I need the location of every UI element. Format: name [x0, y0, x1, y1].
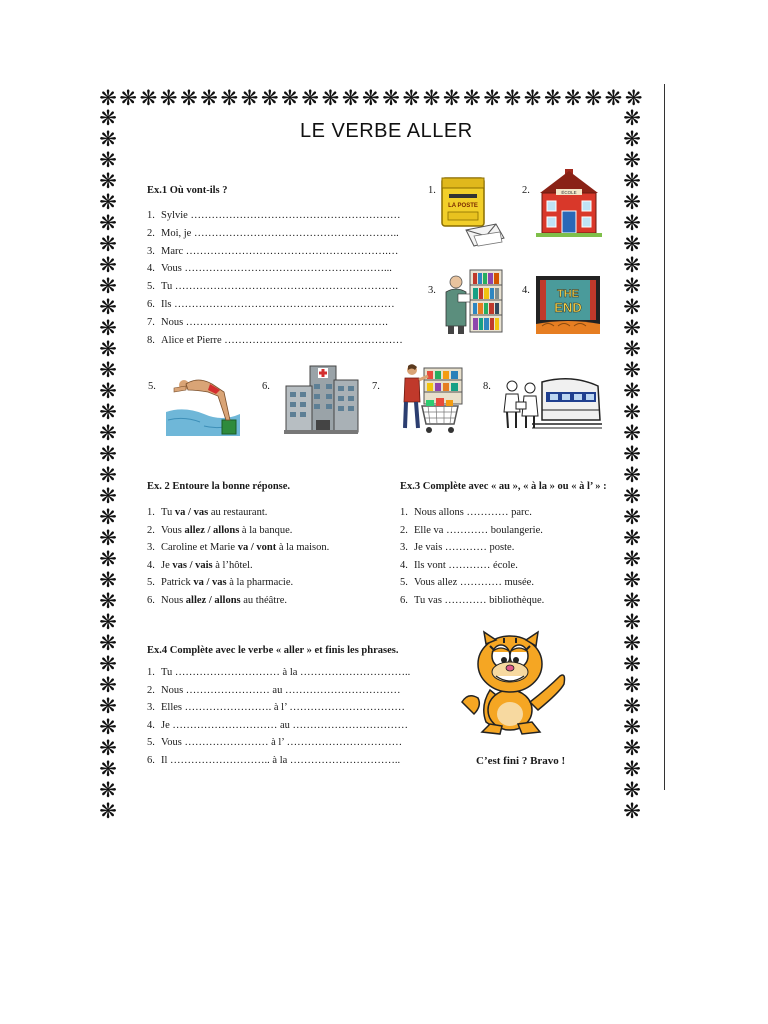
border-star-icon: ❋	[623, 274, 641, 298]
border-star-icon: ❋	[200, 86, 218, 110]
hospital-icon	[282, 362, 360, 436]
border-star-icon: ❋	[623, 379, 641, 403]
list-item: 5. Vous allez ………… musée.	[400, 577, 534, 589]
list-item: 1. Tu va / vas au restaurant.	[147, 507, 268, 518]
border-star-icon: ❋	[623, 505, 641, 529]
border-star-icon: ❋	[321, 86, 340, 110]
border-star-icon: ❋	[623, 442, 641, 466]
border-star-icon: ❋	[623, 568, 641, 592]
border-star-icon: ❋	[623, 127, 641, 151]
border-star-icon: ❋	[99, 400, 117, 424]
border-star-icon: ❋	[281, 86, 299, 110]
border-star-icon: ❋	[99, 757, 117, 781]
border-star-icon: ❋	[220, 86, 239, 110]
list-item: 5. Tu ……………………………………………………….	[147, 281, 399, 293]
page-title: LE VERBE ALLER	[300, 120, 473, 142]
list-item: 2. Nous …………………… au ……………………………	[147, 684, 401, 696]
border-star-icon: ❋	[99, 274, 117, 298]
border-star-icon: ❋	[402, 86, 421, 110]
closing-text: C’est fini ? Bravo !	[476, 755, 566, 767]
border-star-icon: ❋	[623, 484, 641, 508]
cinema-icon	[534, 274, 602, 336]
list-item: 2. Elle va ………… boulangerie.	[400, 524, 543, 536]
border-star-icon: ❋	[99, 442, 117, 466]
border-star-icon: ❋	[623, 526, 641, 550]
list-item: 1. Tu ………………………… à la …………………………..	[147, 667, 411, 678]
ex3-heading: Ex.3 Complète avec « au », « à la » ou « à l’ » :	[400, 481, 607, 492]
border-star-icon: ❋	[483, 86, 501, 110]
border-star-icon: ❋	[623, 673, 641, 697]
choice-option[interactable]: vas / vais	[172, 559, 213, 571]
picture-number: 3.	[428, 285, 436, 296]
border-left	[98, 106, 118, 823]
border-star-icon: ❋	[301, 86, 319, 110]
picture-number: 2.	[522, 185, 530, 196]
picture-number: 8.	[483, 381, 491, 392]
svg-text:END: END	[554, 300, 582, 315]
border-star-icon: ❋	[623, 316, 641, 340]
border-top	[98, 88, 644, 109]
swimmer-icon	[164, 370, 242, 438]
border-star-icon: ❋	[99, 106, 117, 130]
border-star-icon: ❋	[623, 106, 641, 130]
supermarket-icon	[398, 362, 464, 438]
border-star-icon: ❋	[623, 232, 641, 256]
border-star-icon: ❋	[623, 715, 641, 739]
border-star-icon: ❋	[139, 86, 158, 110]
border-star-icon: ❋	[99, 715, 117, 739]
border-star-icon: ❋	[119, 86, 138, 110]
ex1-heading: Ex.1 Où vont-ils ?	[147, 185, 228, 196]
border-star-icon: ❋	[623, 358, 641, 382]
border-star-icon: ❋	[623, 295, 641, 319]
border-star-icon: ❋	[623, 631, 641, 655]
ex4-heading: Ex.4 Complète avec le verbe « aller » et finis les phrases.	[147, 645, 399, 656]
border-star-icon: ❋	[99, 589, 117, 613]
ex1-list	[147, 210, 403, 352]
svg-text:ÉCOLE: ÉCOLE	[561, 190, 577, 195]
border-star-icon: ❋	[623, 610, 641, 634]
border-star-icon: ❋	[180, 86, 198, 110]
choice-option[interactable]: allez / allons	[185, 594, 241, 606]
list-item: 4. Je ………………………… au ……………………………	[147, 719, 409, 731]
border-star-icon: ❋	[99, 778, 117, 802]
list-item: 3. Caroline et Marie va / vont à la maison.	[147, 542, 330, 554]
list-item: 2. Moi, je …………………………………………………..	[147, 227, 399, 239]
border-star-icon: ❋	[623, 421, 641, 445]
border-star-icon: ❋	[99, 86, 117, 110]
border-star-icon: ❋	[99, 232, 117, 256]
choice-option[interactable]: va / vont	[237, 542, 277, 554]
border-star-icon: ❋	[99, 652, 117, 676]
border-star-icon: ❋	[99, 337, 117, 361]
ex4-list	[147, 667, 410, 773]
border-star-icon: ❋	[260, 86, 279, 110]
ex2-heading: Ex. 2 Entoure la bonne réponse.	[147, 481, 291, 492]
border-star-icon: ❋	[544, 86, 562, 110]
school-icon	[534, 167, 604, 239]
choice-option[interactable]: va / vas	[193, 577, 227, 589]
picture-number: 1.	[428, 185, 436, 196]
border-star-icon: ❋	[99, 148, 117, 172]
svg-text:THE: THE	[557, 288, 579, 300]
train-station-icon	[502, 372, 602, 434]
ex2-list	[147, 507, 329, 613]
picture-number: 7.	[372, 381, 380, 392]
ex3-list	[400, 507, 544, 613]
border-star-icon: ❋	[99, 736, 117, 760]
border-star-icon: ❋	[463, 86, 481, 110]
list-item: 6. Il ……………………….. à la …………………………..	[147, 754, 401, 766]
border-star-icon: ❋	[99, 484, 117, 508]
border-star-icon: ❋	[99, 211, 117, 235]
border-star-icon: ❋	[99, 295, 117, 319]
picture-number: 4.	[522, 285, 530, 296]
border-star-icon: ❋	[623, 400, 641, 424]
border-star-icon: ❋	[99, 463, 117, 487]
border-star-icon: ❋	[99, 190, 117, 214]
list-item: 1. Sylvie ……………………………………………………	[147, 210, 401, 221]
border-star-icon: ❋	[442, 86, 461, 110]
border-star-icon: ❋	[604, 86, 623, 110]
list-item: 5. Vous …………………… à l’ ……………………………	[147, 737, 403, 749]
border-star-icon: ❋	[99, 127, 117, 151]
list-item: 1. Nous allons ………… parc.	[400, 507, 532, 518]
list-item: 6. Nous allez / allons au théâtre.	[147, 594, 287, 606]
border-star-icon: ❋	[99, 316, 117, 340]
border-star-icon: ❋	[99, 568, 117, 592]
border-star-icon: ❋	[623, 211, 641, 235]
border-star-icon: ❋	[99, 358, 117, 382]
picture-number: 5.	[148, 381, 156, 392]
list-item: 8. Alice et Pierre ……………………………………………	[147, 334, 403, 346]
svg-text:LA POSTE: LA POSTE	[448, 203, 478, 209]
border-star-icon: ❋	[159, 86, 178, 110]
list-item: 7. Nous ………………………………………………….	[147, 316, 388, 328]
border-star-icon: ❋	[624, 86, 643, 110]
list-item: 6. Tu vas ………… bibliothèque.	[400, 594, 545, 606]
border-star-icon: ❋	[99, 379, 117, 403]
library-icon	[440, 268, 504, 336]
border-star-icon: ❋	[623, 799, 641, 823]
border-star-icon: ❋	[422, 86, 441, 110]
border-star-icon: ❋	[341, 86, 360, 110]
border-star-icon: ❋	[623, 694, 641, 718]
border-star-icon: ❋	[623, 148, 641, 172]
list-item: 4. Je vas / vais à l’hôtel.	[147, 559, 253, 571]
border-star-icon: ❋	[99, 631, 117, 655]
border-star-icon: ❋	[99, 547, 117, 571]
border-star-icon: ❋	[99, 694, 117, 718]
list-item: 2. Vous allez / allons à la banque.	[147, 524, 293, 536]
border-star-icon: ❋	[623, 463, 641, 487]
list-item: 4. Ils vont ………… école.	[400, 559, 518, 571]
border-star-icon: ❋	[99, 673, 117, 697]
border-star-icon: ❋	[623, 169, 641, 193]
border-star-icon: ❋	[584, 86, 603, 110]
border-star-icon: ❋	[99, 799, 117, 823]
list-item: 3. Marc ………………………………………………….…	[147, 245, 399, 257]
mailbox-icon	[440, 176, 508, 248]
border-star-icon: ❋	[623, 589, 641, 613]
border-star-icon: ❋	[623, 337, 641, 361]
border-star-icon: ❋	[623, 778, 641, 802]
list-item: 3. Je vais ………… poste.	[400, 542, 515, 554]
cartoon-cat-icon	[460, 626, 572, 738]
border-star-icon: ❋	[99, 253, 117, 277]
border-star-icon: ❋	[382, 86, 400, 110]
border-star-icon: ❋	[623, 757, 641, 781]
list-item: 3. Elles ……………………. à l’ ……………………………	[147, 702, 405, 714]
border-star-icon: ❋	[362, 86, 380, 110]
list-item: 5. Patrick va / vas à la pharmacie.	[147, 577, 294, 589]
border-star-icon: ❋	[99, 526, 117, 550]
border-star-icon: ❋	[99, 421, 117, 445]
choice-option[interactable]: allez / allons	[184, 524, 240, 536]
border-star-icon: ❋	[503, 86, 522, 110]
choice-option[interactable]: va / vas	[174, 507, 209, 518]
picture-number: 6.	[262, 381, 270, 392]
page-edge-line	[664, 84, 665, 790]
border-star-icon: ❋	[99, 610, 117, 634]
border-star-icon: ❋	[623, 253, 641, 277]
border-star-icon: ❋	[240, 86, 259, 110]
list-item: 4. Vous …………………………………………………...	[147, 263, 392, 275]
border-star-icon: ❋	[623, 736, 641, 760]
border-right	[622, 106, 642, 823]
border-star-icon: ❋	[99, 505, 117, 529]
border-star-icon: ❋	[99, 169, 117, 193]
list-item: 6. Ils ………………………………………………………	[147, 298, 395, 310]
border-star-icon: ❋	[623, 547, 641, 571]
border-star-icon: ❋	[623, 190, 641, 214]
border-star-icon: ❋	[523, 86, 542, 110]
border-star-icon: ❋	[564, 86, 582, 110]
border-star-icon: ❋	[623, 652, 641, 676]
